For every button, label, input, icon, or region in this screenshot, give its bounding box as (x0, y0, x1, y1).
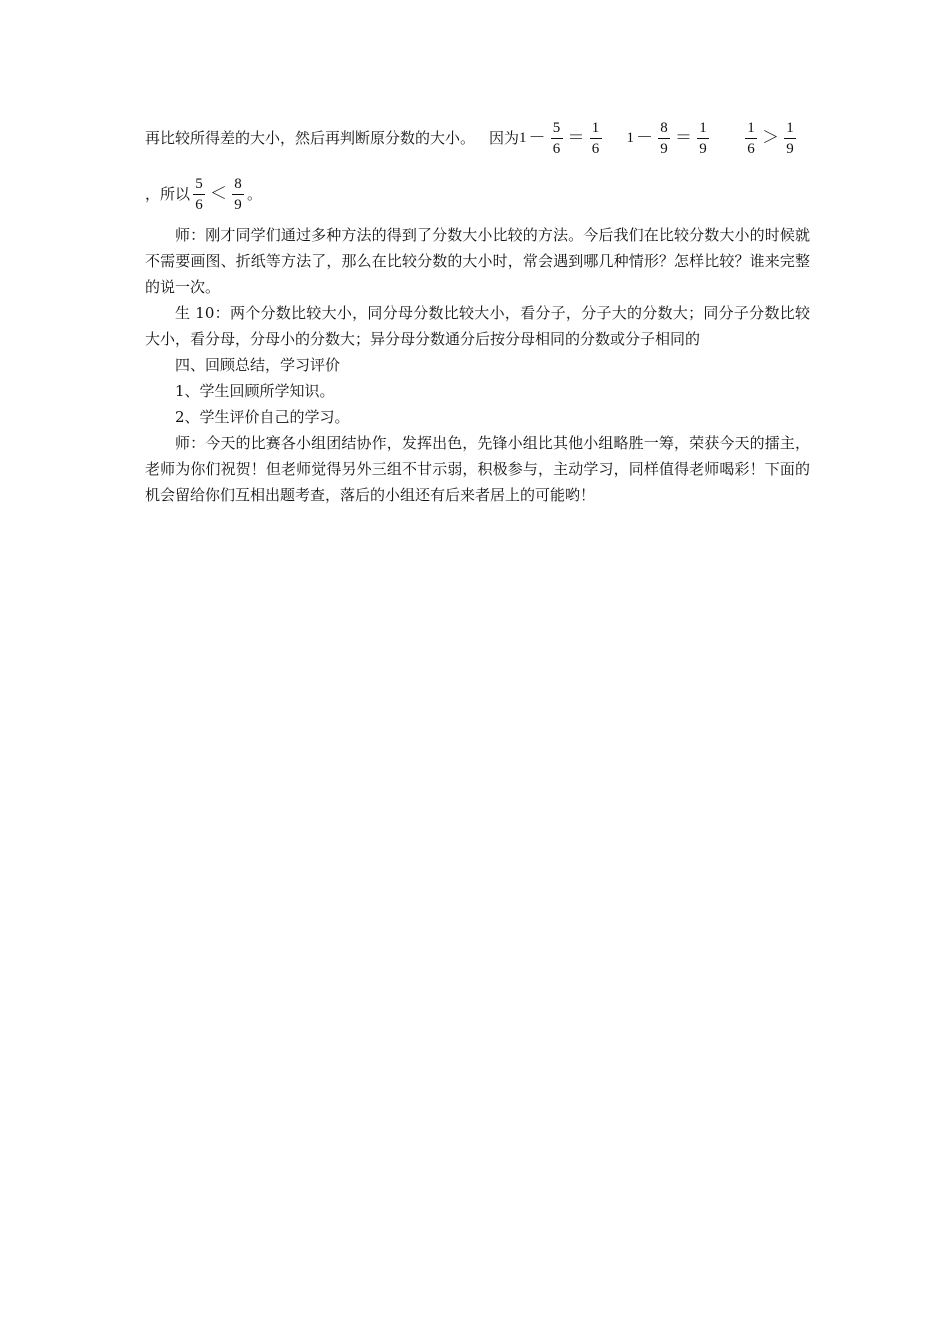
numerator: 5 (195, 175, 203, 192)
section-title: 四、回顾总结，学习评价 (175, 356, 341, 374)
denominator: 9 (699, 140, 707, 157)
numerator: 8 (660, 119, 668, 136)
expr3-greater-than: ＞ (762, 128, 780, 147)
document-body (145, 112, 810, 508)
expr1-fraction-a (551, 119, 563, 158)
denominator: 6 (195, 196, 203, 213)
expr1-equals: ＝ (567, 128, 585, 147)
denominator: 9 (786, 140, 794, 157)
expr1-one: 1 (519, 130, 527, 146)
expr1-fraction-b (590, 119, 602, 158)
numerator: 8 (234, 175, 242, 192)
numerator: 1 (786, 119, 794, 136)
denominator: 6 (552, 140, 561, 157)
conclusion-less-than: ＜ (210, 184, 228, 203)
denominator: 9 (660, 140, 668, 157)
expr2-minus: － (636, 128, 654, 147)
denominator: 6 (591, 140, 600, 157)
expr3-fraction-a (745, 119, 757, 158)
expr1-minus: － (528, 128, 546, 147)
numerator: 1 (699, 119, 707, 136)
numerator: 1 (591, 119, 600, 136)
numerator: 1 (747, 119, 755, 136)
student-paragraph: 生 10：两个分数比较大小，同分母分数比较大小，看分子，分子大的分数大；同分子分数比较大小，看分母，分母小的分数大；异分母分数通分后按分母相同的分数或分子相同的 (145, 304, 810, 348)
expr2-fraction-b (697, 119, 709, 158)
expr2-equals: ＝ (675, 128, 693, 147)
conclusion-prefix: ，所以 (145, 185, 191, 203)
expr2-fraction-a (658, 119, 670, 158)
list-item-2: 2、学生评价自己的学习。 (175, 408, 350, 426)
conclusion-fraction-b (232, 175, 244, 214)
expr3-fraction-b (784, 119, 796, 158)
teacher-paragraph-1: 师：刚才同学们通过多种方法的得到了分数大小比较的方法。今后我们在比较分数大小的时候就不需要画图、折纸等方法了，那么在比较分数的大小时，常会遇到哪几种情形？怎样比较？谁来完整的说一次。 (145, 226, 810, 296)
list-item-1: 1、学生回顾所学知识。 (175, 382, 335, 400)
teacher-paragraph-2: 师：今天的比赛各小组团结协作，发挥出色，先锋小组比其他小组略胜一筹，荣获今天的擂主，老师为你们祝贺！但老师觉得另外三组不甘示弱，积极参与，主动学习，同样值得老师喝彩！下面的机会留给你们互相出题考查，落后的小组还有后来者居上的可能哟！ (145, 434, 810, 504)
denominator: 6 (747, 140, 755, 157)
comparison-line (145, 112, 810, 164)
conclusion-line (145, 170, 810, 218)
numerator: 5 (552, 119, 561, 136)
because-label: 因为 (489, 129, 520, 147)
denominator: 9 (234, 196, 242, 213)
intro-text: 再比较所得差的大小，然后再判断原分数的大小。 (145, 129, 476, 147)
expr2-one: 1 (626, 130, 635, 146)
conclusion-suffix: 。 (247, 185, 263, 203)
conclusion-fraction-a (193, 175, 205, 214)
